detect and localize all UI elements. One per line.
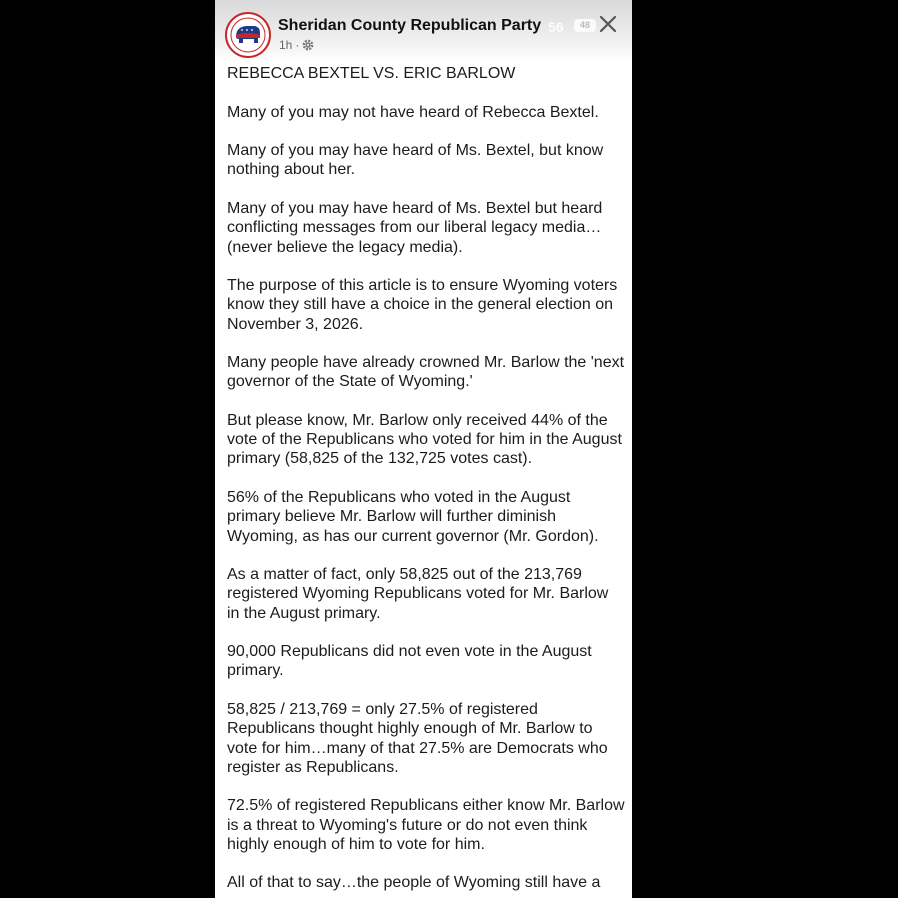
post-paragraph: But please know, Mr. Barlow only received 44% of the vote of the Republicans who voted for him in the August primary (58,825 of the 132,725 votes cast). <box>227 411 622 468</box>
status-bar-time: 56 <box>548 19 564 35</box>
post-time: 1h <box>279 38 293 52</box>
post-paragraph: Many of you may have heard of Ms. Bextel, but know nothing about her. <box>227 142 604 179</box>
post-paragraph: Many of you may have heard of Ms. Bextel but heard conflicting messages from our liberal legacy media… (never believe the legacy media). <box>227 199 603 256</box>
page-name[interactable]: Sheridan County Republican Party <box>278 17 542 34</box>
post-paragraph: Many of you may not have heard of Rebecca Bextel. <box>227 103 599 121</box>
post-paragraph: 90,000 Republicans did not even vote in the August primary. <box>227 643 592 680</box>
post-header <box>215 0 632 62</box>
post-paragraph: The purpose of this article is to ensure Wyoming voters know they still have a choice in the general election on November 3, 2026. <box>227 277 618 333</box>
republican-elephant-seal-icon[interactable] <box>225 12 271 58</box>
meta-separator: · <box>295 38 300 52</box>
post-body <box>227 64 625 898</box>
post-title: REBECCA BEXTEL VS. ERIC BARLOW <box>227 65 516 82</box>
gear-icon <box>302 39 314 51</box>
battery-indicator: 48 <box>574 19 596 32</box>
post-paragraph: As a matter of fact, only 58,825 out of the 213,769 registered Wyoming Republicans voted for Mr. Barlow in the August primary. <box>227 566 609 622</box>
post-paragraph: 58,825 / 213,769 = only 27.5% of registered Republicans thought highly enough of Mr. Barlow to vote for him…many of that 27.5% are Democrats who register as Republicans. <box>227 700 608 776</box>
close-icon[interactable] <box>597 13 619 35</box>
post-meta <box>279 38 314 52</box>
post-paragraph: Many people have already crowned Mr. Barlow the 'next governor of the State of Wyoming.' <box>227 354 625 391</box>
post-paragraph: 72.5% of registered Republicans either know Mr. Barlow is a threat to Wyoming's future or do not even think highly enough of him to vote for him. <box>227 797 625 853</box>
post-paragraph: 56% of the Republicans who voted in the August primary believe Mr. Barlow will further diminish Wyoming, as has our current governor (Mr. Gordon). <box>227 488 599 545</box>
story-viewer <box>215 0 632 898</box>
post-paragraph: All of that to say…the people of Wyoming still have a <box>227 874 601 892</box>
